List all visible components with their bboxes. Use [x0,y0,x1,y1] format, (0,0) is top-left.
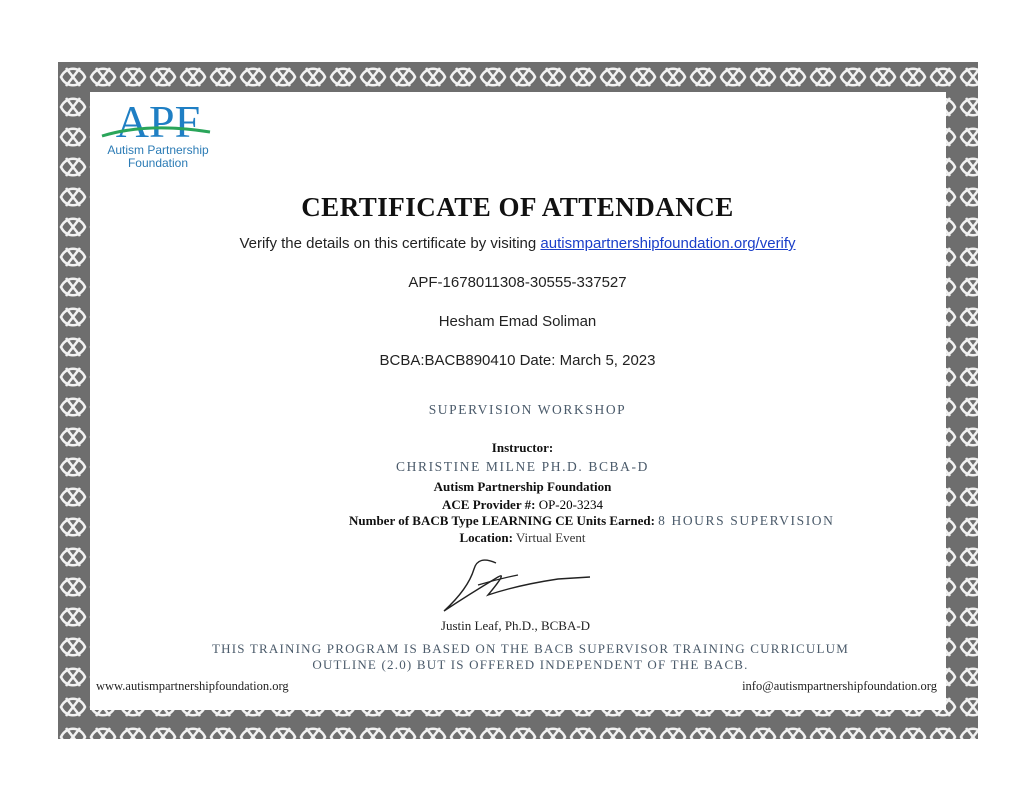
location [5,530,1035,546]
ace-provider [5,497,1035,513]
disclaimer-line1: THIS TRAINING PROGRAM IS BASED ON THE BACB SUPERVISOR TRAINING CURRICULUM [212,641,849,656]
apf-logo [98,96,218,170]
certificate-title: CERTIFICATE OF ATTENDANCE [301,192,734,222]
recipient-name: Hesham Emad Soliman [438,313,597,330]
organization: Autism Partnership Foundation [433,479,612,494]
footer-email[interactable]: info@autismpartnershipfoundation.org [742,679,937,693]
logo-swoosh-icon [98,124,218,138]
logo-name-line1: Autism Partnership [107,143,209,157]
ace-value: OP-20-3234 [538,497,603,512]
signature-icon [438,555,598,617]
logo-mark: APF [115,96,201,147]
credential-date: BCBA:BACB890410 Date: March 5, 2023 [379,352,656,369]
ce-units [349,513,835,529]
units-value: 8 HOURS SUPERVISION [658,513,835,528]
footer-website[interactable]: www.autismpartnershipfoundation.org [96,679,289,693]
disclaimer-line2: OUTLINE (2.0) BUT IS OFFERED INDEPENDENT OF THE BACB. [312,657,749,672]
instructor-name: CHRISTINE MILNE PH.D. BCBA-D [396,459,649,474]
instructor-label: Instructor: [491,440,554,455]
location-value: Virtual Event [515,530,586,545]
course-name: SUPERVISION WORKSHOP [428,402,627,417]
logo-name-line2: Foundation [127,156,189,170]
units-label: Number of BACB Type LEARNING CE Units Earned: [349,513,655,528]
verify-link[interactable]: autismpartnershipfoundation.org/verify [540,235,796,252]
location-label: Location: [459,530,513,545]
ace-label: ACE Provider #: [442,497,536,512]
certificate-id: APF-1678011308-30555-337527 [408,274,627,291]
verify-line [0,235,1035,252]
signer-name: Justin Leaf, Ph.D., BCBA-D [440,618,591,633]
verify-text: Verify the details on this certificate by visiting [239,235,541,252]
